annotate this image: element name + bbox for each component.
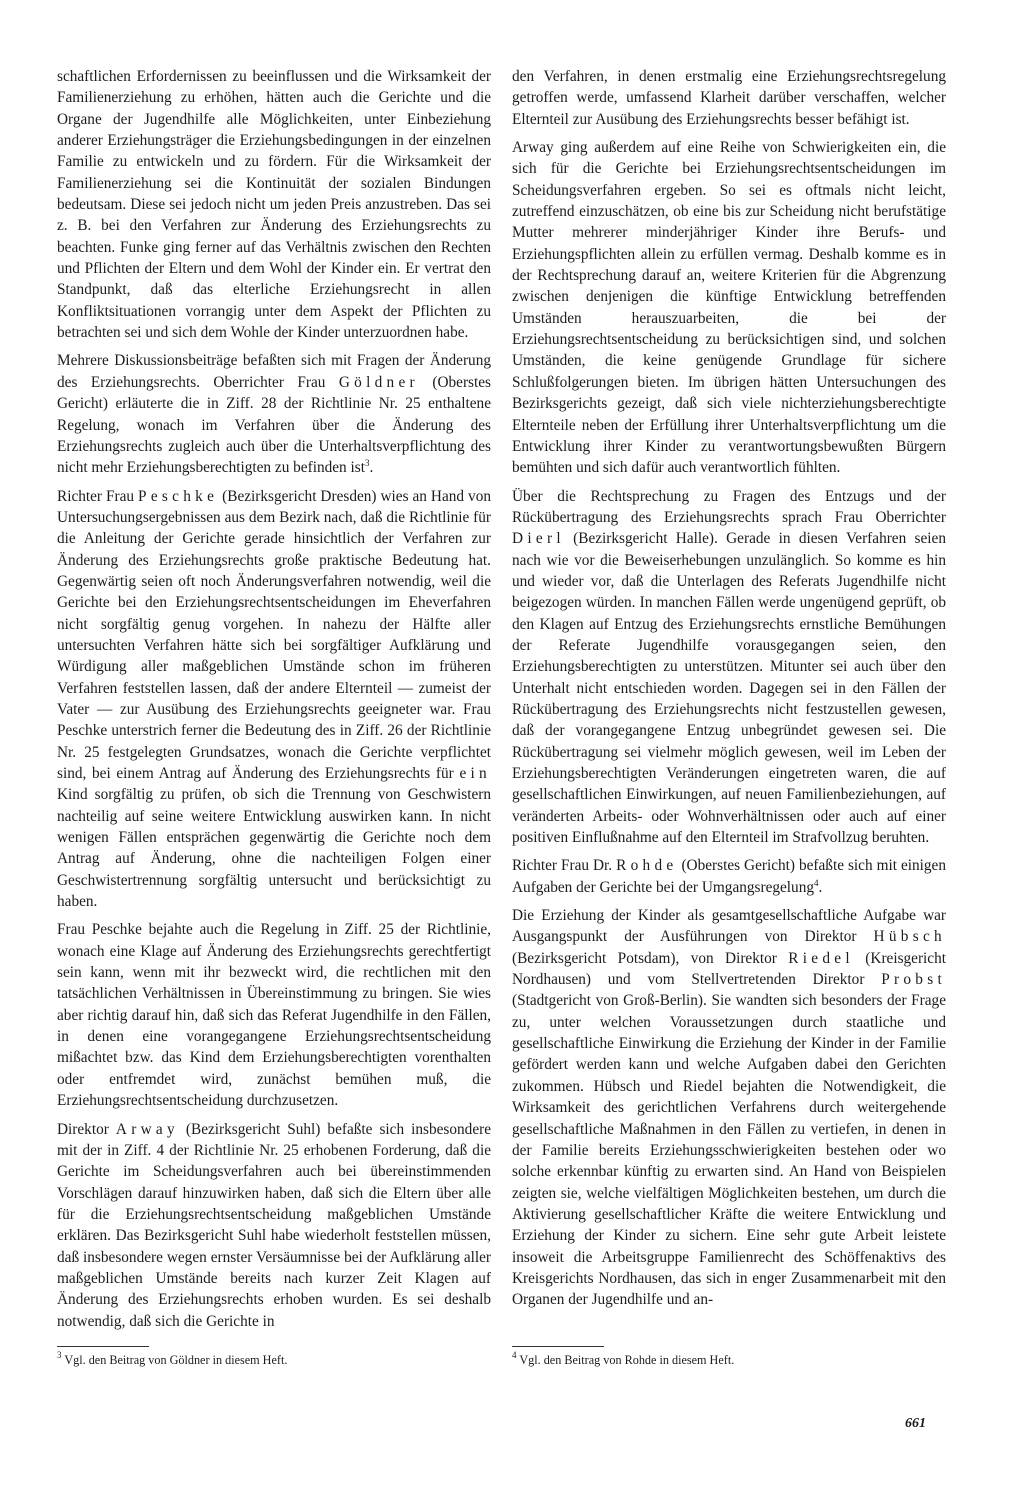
- speaker-name: Probst: [881, 971, 946, 989]
- emphasis: ein: [459, 765, 491, 782]
- footnote-ref: 3: [364, 458, 370, 469]
- speaker-name: Rohde: [616, 857, 678, 875]
- page-number: 661: [905, 1416, 926, 1431]
- footnote: $^3$ Vgl. den Beitrag von Göldner in diesem Heft.: [57, 1350, 288, 1367]
- speaker-name: Peschke: [138, 487, 219, 505]
- paragraph: schaftlichen Erfordernissen zu beeinflussen und die Wirksamkeit der Familienerziehung zu erhöhen, hätten auch die Gerichte und die Organe der Jugendhilfe alle Möglichkeiten, unter Einbeziehung anderer Erziehungsträger die Erziehungsbedingungen in der einzelnen Familie zu entwickeln und zu fördern. Für die Wirksamkeit der Familienerziehung sei die Kontinuität der sozialen Bindungen bedeutsam. Diese sei jedoch nicht um jeden Preis anzustreben. Das sei z. B. bei den Verfahren zur Änderung des Erziehungsrechts zu beachten. Funke ging ferner auf das Verhältnis zwischen den Rechten und Pflichten der Eltern und dem Wohl der Kinder ein. Er vertrat den Standpunkt, daß das elterliche Erziehungsrecht in allen Konfliktsituationen vorrangig unter dem Aspekt der Pflichten zu betrachten sei und sich dem Wohle der Kinder unterzuordnen habe.: [57, 68, 491, 342]
- paragraph: Über die Rechtsprechung zu Fragen des Entzugs und der Rückübertragung des Erziehungsrechts sprach Frau Oberrichter Dierl (Bezirksgericht Halle). Gerade in diesen Verfahren seien nach wie vor die Beweiserhebungen unzulänglich. So komme es hin und wieder vor, daß die Unterlagen des Referats Jugendhilfe nicht beigezogen würden. In manchen Fällen werde ungenügend geprüft, ob den Klagen auf Entzug des Erziehungsrechts ernstliche Bemühungen der Referate Jugendhilfe vorausgegangen seien, den Erziehungsberechtigten zu unterstützen. Mitunter sei auch über den Unterhalt nicht entschieden worden. Dagegen sei in den Fällen der Rückübertragung des Erziehungsrechts nicht festzustellen gewesen, daß der vorangegangene Entzug unbegründet gewesen sei. Die Rückübertragung sei vielmehr möglich gewesen, weil im Leben der Erziehungsberechtigten Veränderungen eingetreten waren, die auf gesellschaftlichen Einwirkungen, auf neuen Familienbeziehungen, auf veränderten Arbeits- oder Wohnverhältnissen oder auch auf einer positiven Einflußnahme auf den Elternteil im Strafvollzug beruhten.: [512, 487, 946, 847]
- paragraph: Richter Frau Peschke (Bezirksgericht Dresden) wies an Hand von Untersuchungsergebnissen aus dem Bezirk nach, daß die Richtlinie für die Anleitung der Gerichte gerade hinsichtlich der Verfahren zur Änderung des Erziehungsrechts große praktische Bedeutung hat. Gegenwärtig seien oft noch Änderungsverfahren notwendig, weil die Gerichte bei den Erziehungsrechtsentscheidungen im Eheverfahren nicht sorgfältig genug vorgehen. In nahezu der Hälfte aller untersuchten Verfahren hätte sich bei sorgfältiger Aufklärung und Würdigung aller maßgeblichen Umstände schon im früheren Verfahren feststellen lassen, daß der andere Elternteil — zumeist der Vater — zur Ausübung des Erziehungsrechts geeigneter war. Frau Peschke unterstrich ferner die Bedeutung des in Ziff. 26 der Richtlinie Nr. 25 festgelegten Grundsatzes, wonach die Gerichte verpflichtet sind, bei einem Antrag auf Änderung des Erziehungsrechts für ein Kind sorgfältig zu prüfen, ob sich die Trennung von Geschwistern nachteilig auf seine weitere Entwicklung auswirken kann. In nicht wenigen Fällen entsprächen gegenwärtig die Gerichte noch dem Antrag auf Änderung, ohne die nachteiligen Folgen einer Geschwistertrennung sorgfältig untersucht und berücksichtigt zu haben.: [57, 487, 492, 911]
- left-column: [57, 66, 491, 1339]
- paragraph: Mehrere Diskussionsbeiträge befaßten sich mit Fragen der Änderung des Erziehungsrechts. Oberrichter Frau Göldner (Oberstes Gericht) erläuterte die in Ziff. 28 der Richtlinie Nr. 25 enthaltene Regelung, wonach im Verfahren über die Änderung des Erziehungsrechts zugleich auch über die Unterhaltsverpflichtung des nicht mehr Erziehungsberechtigten zu befinden ist$^3$.: [57, 352, 491, 477]
- speaker-name: Arway: [115, 1120, 179, 1138]
- right-column: [512, 66, 946, 1318]
- paragraph: Frau Peschke bejahte auch die Regelung in Ziff. 25 der Richtlinie, wonach eine Klage auf Änderung des Erziehungsrechts gerechtfertigt sein kann, wenn mit ihr bezweckt wird, die rechtlichen mit den tatsächlichen Verhältnissen in Übereinstimmung zu bringen. Sie wies aber richtig darauf hin, daß sich das Referat Jugendhilfe in den Fällen, in denen eine vorangegangene Erziehungsrechtsentscheidung mißachtet bzw. das Kind dem Erziehungsberechtigten vorenthalten oder entfremdet wird, zunächst bemühen muß, die Erziehungsrechtsentscheidung durchzusetzen.: [57, 921, 491, 1110]
- paragraph: Richter Frau Dr. Rohde (Oberstes Gericht) befaßte sich mit einigen Aufgaben der Gerichte bei der Umgangsregelung$^4$.: [512, 857, 946, 896]
- footnote: $^4$ Vgl. den Beitrag von Rohde in diesem Heft.: [512, 1350, 735, 1367]
- speaker-name: Göldner: [338, 373, 419, 391]
- paragraph: den Verfahren, in denen erstmalig eine Erziehungsrechtsregelung getroffen werde, umfassend Klarheit darüber verschaffen, welcher Elternteil zur Ausübung des Erziehungsrechts besser befähigt ist.: [512, 68, 946, 128]
- speaker-name: Dierl: [512, 530, 565, 548]
- paragraph: Die Erziehung der Kinder als gesamtgesellschaftliche Aufgabe war Ausgangspunkt der Ausführungen von Direktor Hübsch (Bezirksgericht Potsdam), von Direktor Riedel (Kreisgericht Nordhausen) und vom Stellvertretenden Direktor Probst (Stadtgericht von Groß-Berlin). Sie wandten sich besonders der Frage zu, unter welchen Voraussetzungen durch staatliche und gesellschaftliche Einwirkung die Erziehung der Kinder in der Familie gefördert werden kann und welche Aufgaben dabei den Gerichten zukommen. Hübsch und Riedel bejahten die Notwendigkeit, die Wirksamkeit des gerichtlichen Verfahrens durch weitergehende gesellschaftliche Maßnahmen in den Fällen zu vertiefen, in denen in der Familie bereits Erziehungsschwierigkeiten bestehen oder wo solche erkennbar künftig zu erwarten sind. An Hand von Beispielen zeigten sie, welche vielfältigen Möglichkeiten bestehen, um durch die Aktivierung gesellschaftlicher Kräfte die weitere Entwicklung und Erziehung der Kinder zu sichern. Eine sehr gute Arbeit leistete insoweit die Arbeitsgruppe Familienrecht des Schöffenaktivs des Kreisgerichts Nordhausen, das sich in enger Zusammenarbeit mit den Organen der Jugendhilfe und an-: [512, 907, 946, 1309]
- paragraph: Direktor Arway (Bezirksgericht Suhl) befaßte sich insbesondere mit der in Ziff. 4 der Richtlinie Nr. 25 erhobenen Forderung, daß die Gerichte im Scheidungsverfahren auch bei übereinstimmenden Vorschlägen darauf hinzuwirken haben, daß sich die Eltern über alle für die Erziehungsrechtsentscheidung maßgeblichen Umstände erklären. Das Bezirksgericht Suhl habe wiederholt feststellen müssen, daß insbesondere wegen ernster Versäumnisse bei der Aufklärung aller maßgeblichen Umstände bereits nach kurzer Zeit Klagen auf Änderung des Erziehungsrechts erhoben wurden. Es sei deshalb notwendig, daß sich die Gerichte in: [57, 1120, 491, 1330]
- footnote-ref: 4: [814, 877, 819, 888]
- speaker-name: Riedel: [788, 949, 854, 967]
- speaker-name: Hübsch: [873, 928, 946, 946]
- footnote-divider: [512, 1346, 604, 1347]
- footnote-divider: [57, 1346, 149, 1347]
- paragraph: Arway ging außerdem auf eine Reihe von Schwierigkeiten ein, die sich für die Gerichte bei Erziehungsrechtsentscheidungen im Scheidungsverfahren ergeben. So sei es oftmals nicht leicht, zutreffend einzuschätzen, ob eine bis zur Scheidung nicht berufstätige Mutter mehrerer minderjähriger Kinder ihre Berufs- und Erziehungspflichten allein zu erfüllen vermag. Deshalb komme es in der Rechtsprechung darauf an, weitere Kriterien für die Abgrenzung zwischen denjenigen die künftige Entwicklung betreffenden Umständen herauszuarbeiten, die bei der Erziehungsrechtsentscheidung zu berücksichtigen sind, und solchen Umständen, die keine genügende Grundlage für sichere Schlußfolgerungen bieten. Im übrigen hätten Untersuchungen des Bezirksgerichts gezeigt, daß sich viele nichterziehungsberechtigte Elternteile neben der Erfüllung ihrer Unterhaltsverpflichtung um die Entwicklung ihrer Kinder zu verantwortungsbewußten Bürgern bemühten und sich dafür auch verantwortlich fühlten.: [512, 139, 946, 477]
